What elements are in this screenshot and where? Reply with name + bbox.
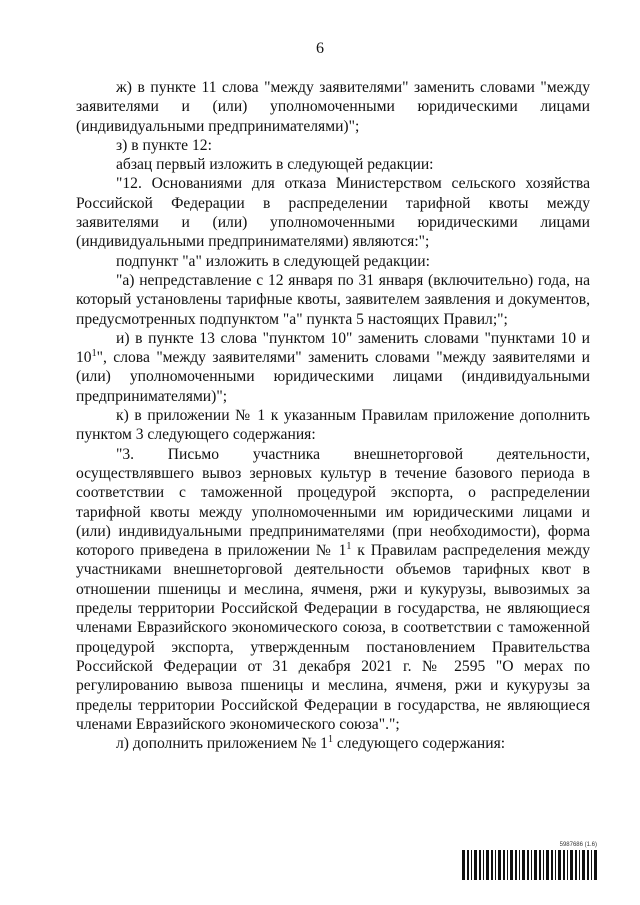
paragraph-i [76,329,590,406]
paragraph-text: "12. Основаниями для отказа Министерством сельского хозяйства Российской Федерации в распределении тарифной квоты между заявителями и (или) уполномоченными юридическими лицами (индивидуальными предпринимателями) являются:"; [76,175,590,251]
superscript: 1 [346,540,352,552]
paragraph-l [76,734,590,753]
paragraph-text: следующего содержания: [332,735,506,753]
page-number: 6 [316,40,324,57]
paragraph-text: подпункт "а" изложить в следующей редакции: [116,252,430,270]
paragraph-k [76,406,590,445]
paragraph-3 [76,445,590,734]
paragraph-text: ж) в пункте 11 слова "между заявителями" заменить словами "между заявителями и (или) уполномоченными юридическими лицами (индивидуальными предпринимателями)"; [76,79,590,135]
barcode [462,842,597,882]
document-body [76,78,590,753]
paragraph-text: "3. Письмо участника внешнеторговой деятельности, осуществлявшего вывоз зерновых культур в течение базового периода в соответствии с таможенной процедурой экспорта, о распределении тарифной квоты между уполномоченными им юридическими лицами и (или) индивидуальными предпринимателями (при необходимости), форма которого приведена в приложении № 1 [76,445,590,560]
paragraph-a [76,271,590,329]
paragraph-text: з) в пункте 12: [116,136,212,154]
paragraph-text: и) в пункте 13 слова "пунктом 10" заменить словами "пунктами 10 и 10 [76,329,590,367]
superscript: 1 [91,347,97,359]
paragraph-text: л) дополнить приложением № 1 [116,735,328,753]
paragraph-text: к Правилам распределения между участниками внешнеторговой деятельности объемов тарифных квот в отношении пшеницы и меслина, ячменя, ржи и кукурузы, вывозимых за пределы территории Российской Федерации в государства, не являющиеся членами Евразийского экономического союза, в соответствии с таможенной процедурой экспорта, утвержденным постановлением Правительства Российской Федерации от 31 декабря 2021 г. № 2595 "О мерах по регулированию вывоза пшеницы и меслина, ячменя, ржи и кукурузы за пределы территории Российской Федерации в государства, не являющиеся членами Евразийского экономического союза"."; [76,542,590,733]
paragraph-text: "а) непредставление с 12 января по 31 января (включительно) года, на который установлены тарифные квоты, заявителем заявления и документов, предусмотренных подпунктом "а" пункта 5 настоящих Правил;"; [76,271,590,328]
paragraph-12 [76,174,590,251]
superscript: 1 [327,733,333,745]
paragraph-zh [76,78,590,136]
paragraph-podpunkt [76,252,590,271]
paragraph-z [76,136,590,155]
barcode-icon [462,850,597,880]
paragraph-text: ", слова "между заявителями" заменить словами "между заявителями и (или) уполномоченными юридическими лицами (индивидуальными предпринимателями)"; [76,349,590,405]
barcode-code: 5987686 (1.6) [559,842,597,848]
paragraph-text: абзац первый изложить в следующей редакции: [116,156,434,174]
paragraph-abzac [76,155,590,174]
paragraph-text: к) в приложении № 1 к указанным Правилам приложение дополнить пунктом 3 следующего содержания: [76,407,590,444]
